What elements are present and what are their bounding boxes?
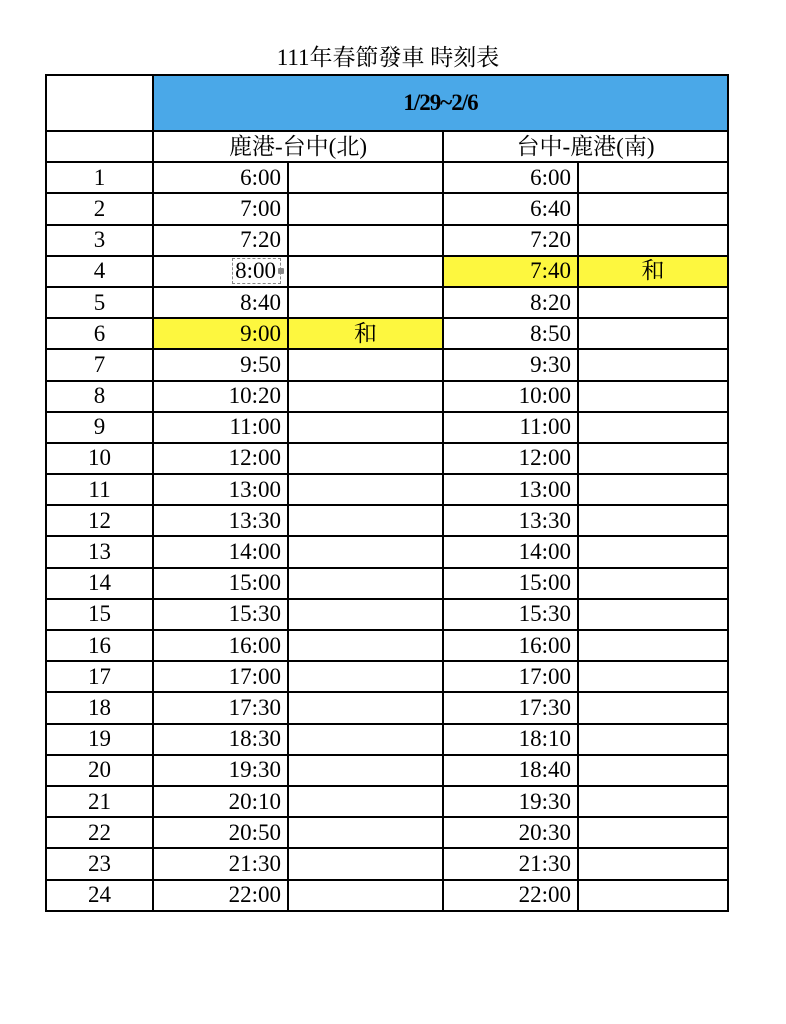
page-title: 111年春節發車 時刻表	[276, 45, 500, 70]
south-note-cell[interactable]	[578, 848, 728, 879]
north-note-cell[interactable]	[288, 443, 443, 474]
south-time-cell[interactable]: 6:40	[443, 193, 578, 224]
row-number-cell[interactable]: 12	[46, 505, 153, 536]
north-time-cell[interactable]: 8:40	[153, 287, 288, 318]
south-note-cell[interactable]	[578, 786, 728, 817]
south-time-cell[interactable]: 16:00	[443, 630, 578, 661]
row-number-cell[interactable]: 22	[46, 817, 153, 848]
north-note-cell[interactable]	[288, 225, 443, 256]
south-time-cell[interactable]: 8:20	[443, 287, 578, 318]
row-number-cell[interactable]: 2	[46, 193, 153, 224]
south-time-cell[interactable]: 21:30	[443, 848, 578, 879]
north-time-cell[interactable]: 11:00	[153, 412, 288, 443]
north-time-cell[interactable]: 13:00	[153, 474, 288, 505]
south-note-cell[interactable]	[578, 817, 728, 848]
row-number-cell[interactable]: 3	[46, 225, 153, 256]
south-time-cell[interactable]: 9:30	[443, 349, 578, 380]
row-number-cell[interactable]: 23	[46, 848, 153, 879]
south-note-cell[interactable]	[578, 724, 728, 755]
row-number-cell[interactable]: 13	[46, 536, 153, 567]
north-time-cell[interactable]: 20:10	[153, 786, 288, 817]
north-time-cell[interactable]: 15:30	[153, 599, 288, 630]
south-time-cell[interactable]: 22:00	[443, 880, 578, 911]
south-note-cell[interactable]	[578, 568, 728, 599]
south-time-cell[interactable]: 15:00	[443, 568, 578, 599]
south-time-cell[interactable]: 15:30	[443, 599, 578, 630]
south-note-cell[interactable]	[578, 692, 728, 723]
south-note-cell[interactable]	[578, 287, 728, 318]
south-note-cell[interactable]	[578, 162, 728, 193]
route-north-header[interactable]: 鹿港-台中(北)	[153, 131, 443, 162]
table-row	[46, 692, 728, 723]
south-time-cell[interactable]: 10:00	[443, 381, 578, 412]
row-number-cell[interactable]: 10	[46, 443, 153, 474]
table-row	[46, 630, 728, 661]
south-time-cell[interactable]: 17:30	[443, 692, 578, 723]
south-time-cell[interactable]: 6:00	[443, 162, 578, 193]
south-time-cell[interactable]: 14:00	[443, 536, 578, 567]
south-note-cell[interactable]	[578, 505, 728, 536]
north-time-cell[interactable]: 7:20	[153, 225, 288, 256]
table-row	[46, 162, 728, 193]
south-time-cell[interactable]: 17:00	[443, 661, 578, 692]
north-note-cell[interactable]	[288, 256, 443, 287]
table-row	[46, 193, 728, 224]
row-number-cell[interactable]: 16	[46, 630, 153, 661]
route-corner-cell[interactable]	[46, 131, 153, 162]
south-time-cell[interactable]: 18:10	[443, 724, 578, 755]
route-south-header[interactable]: 台中-鹿港(南)	[443, 131, 728, 162]
table-row	[46, 536, 728, 567]
north-note-cell[interactable]	[288, 193, 443, 224]
north-note-cell[interactable]	[288, 412, 443, 443]
table-row	[46, 225, 728, 256]
north-time-cell[interactable]: 22:00	[153, 880, 288, 911]
north-time-cell[interactable]: 9:00	[153, 318, 288, 349]
table-row	[46, 474, 728, 505]
south-time-cell[interactable]: 12:00	[443, 443, 578, 474]
north-note-cell[interactable]	[288, 692, 443, 723]
south-time-cell[interactable]: 7:20	[443, 225, 578, 256]
north-note-cell[interactable]	[288, 755, 443, 786]
table-row	[46, 755, 728, 786]
south-note-cell[interactable]	[578, 755, 728, 786]
south-note-cell[interactable]	[578, 318, 728, 349]
north-note-cell[interactable]	[288, 474, 443, 505]
south-note-cell[interactable]	[578, 599, 728, 630]
south-time-cell[interactable]: 8:50	[443, 318, 578, 349]
row-number-cell[interactable]: 7	[46, 349, 153, 380]
north-note-cell[interactable]	[288, 630, 443, 661]
north-time-cell[interactable]: 14:00	[153, 536, 288, 567]
north-time-cell[interactable]: 16:00	[153, 630, 288, 661]
table-row	[46, 848, 728, 879]
table-row	[46, 318, 728, 349]
row-number-cell[interactable]: 14	[46, 568, 153, 599]
route-header-row	[46, 131, 728, 162]
north-time-cell[interactable]: 19:30	[153, 755, 288, 786]
table-row	[46, 661, 728, 692]
row-number-cell[interactable]: 6	[46, 318, 153, 349]
north-time-cell[interactable]: 15:00	[153, 568, 288, 599]
table-row	[46, 817, 728, 848]
south-note-cell[interactable]: 和	[578, 256, 728, 287]
period-cell[interactable]: 1/29~2/6	[153, 75, 728, 131]
south-note-cell[interactable]	[578, 474, 728, 505]
north-note-cell[interactable]	[288, 349, 443, 380]
table-row	[46, 568, 728, 599]
north-note-cell[interactable]	[288, 661, 443, 692]
south-note-cell[interactable]	[578, 443, 728, 474]
row-number-cell[interactable]: 15	[46, 599, 153, 630]
row-number-cell[interactable]: 19	[46, 724, 153, 755]
north-time-cell[interactable]: 18:30	[153, 724, 288, 755]
south-note-cell[interactable]	[578, 536, 728, 567]
table-row	[46, 786, 728, 817]
row-number-cell[interactable]: 1	[46, 162, 153, 193]
selected-cell-text: 8:00	[232, 258, 281, 284]
south-note-cell[interactable]	[578, 193, 728, 224]
table-row	[46, 505, 728, 536]
south-time-cell[interactable]: 19:30	[443, 786, 578, 817]
north-note-cell[interactable]	[288, 505, 443, 536]
row-number-cell[interactable]: 18	[46, 692, 153, 723]
south-time-cell[interactable]: 11:00	[443, 412, 578, 443]
south-time-cell[interactable]: 20:30	[443, 817, 578, 848]
north-time-cell[interactable]: 17:00	[153, 661, 288, 692]
timetable	[45, 74, 729, 912]
south-time-cell[interactable]: 7:40	[443, 256, 578, 287]
table-row	[46, 880, 728, 911]
row-number-cell[interactable]: 24	[46, 880, 153, 911]
north-time-cell[interactable]: 17:30	[153, 692, 288, 723]
north-time-cell[interactable]: 12:00	[153, 443, 288, 474]
north-time-cell[interactable]: 13:30	[153, 505, 288, 536]
north-time-cell[interactable]: 21:30	[153, 848, 288, 879]
table-row	[46, 381, 728, 412]
row-number-cell[interactable]: 9	[46, 412, 153, 443]
table-row	[46, 724, 728, 755]
row-number-cell[interactable]: 20	[46, 755, 153, 786]
north-note-cell[interactable]	[288, 162, 443, 193]
north-note-cell[interactable]	[288, 880, 443, 911]
north-note-cell[interactable]	[288, 536, 443, 567]
south-time-cell[interactable]: 13:30	[443, 505, 578, 536]
north-note-cell[interactable]	[288, 724, 443, 755]
north-time-cell[interactable]: 10:20	[153, 381, 288, 412]
south-time-cell[interactable]: 18:40	[443, 755, 578, 786]
south-note-cell[interactable]	[578, 349, 728, 380]
north-note-cell[interactable]	[288, 599, 443, 630]
south-note-cell[interactable]	[578, 630, 728, 661]
north-time-cell[interactable]: 20:50	[153, 817, 288, 848]
south-note-cell[interactable]	[578, 880, 728, 911]
row-number-cell[interactable]: 17	[46, 661, 153, 692]
row-number-cell[interactable]: 5	[46, 287, 153, 318]
row-number-cell[interactable]: 11	[46, 474, 153, 505]
row-number-cell[interactable]: 4	[46, 256, 153, 287]
north-note-cell[interactable]	[288, 287, 443, 318]
north-note-cell[interactable]	[288, 381, 443, 412]
north-time-cell[interactable]: 7:00	[153, 193, 288, 224]
table-row	[46, 412, 728, 443]
north-note-cell[interactable]	[288, 786, 443, 817]
period-header-row	[46, 75, 728, 131]
table-row	[46, 256, 728, 287]
south-note-cell[interactable]	[578, 412, 728, 443]
table-row	[46, 287, 728, 318]
south-note-cell[interactable]	[578, 381, 728, 412]
row-number-cell[interactable]: 8	[46, 381, 153, 412]
north-note-cell[interactable]: 和	[288, 318, 443, 349]
corner-cell[interactable]	[46, 75, 153, 131]
north-time-cell[interactable]: 6:00	[153, 162, 288, 193]
south-note-cell[interactable]	[578, 225, 728, 256]
north-time-cell[interactable]	[153, 256, 288, 287]
south-time-cell[interactable]: 13:00	[443, 474, 578, 505]
table-row	[46, 443, 728, 474]
row-number-cell[interactable]: 21	[46, 786, 153, 817]
north-note-cell[interactable]	[288, 568, 443, 599]
table-row	[46, 349, 728, 380]
north-time-cell[interactable]: 9:50	[153, 349, 288, 380]
south-note-cell[interactable]	[578, 661, 728, 692]
north-note-cell[interactable]	[288, 848, 443, 879]
table-row	[46, 599, 728, 630]
north-note-cell[interactable]	[288, 817, 443, 848]
